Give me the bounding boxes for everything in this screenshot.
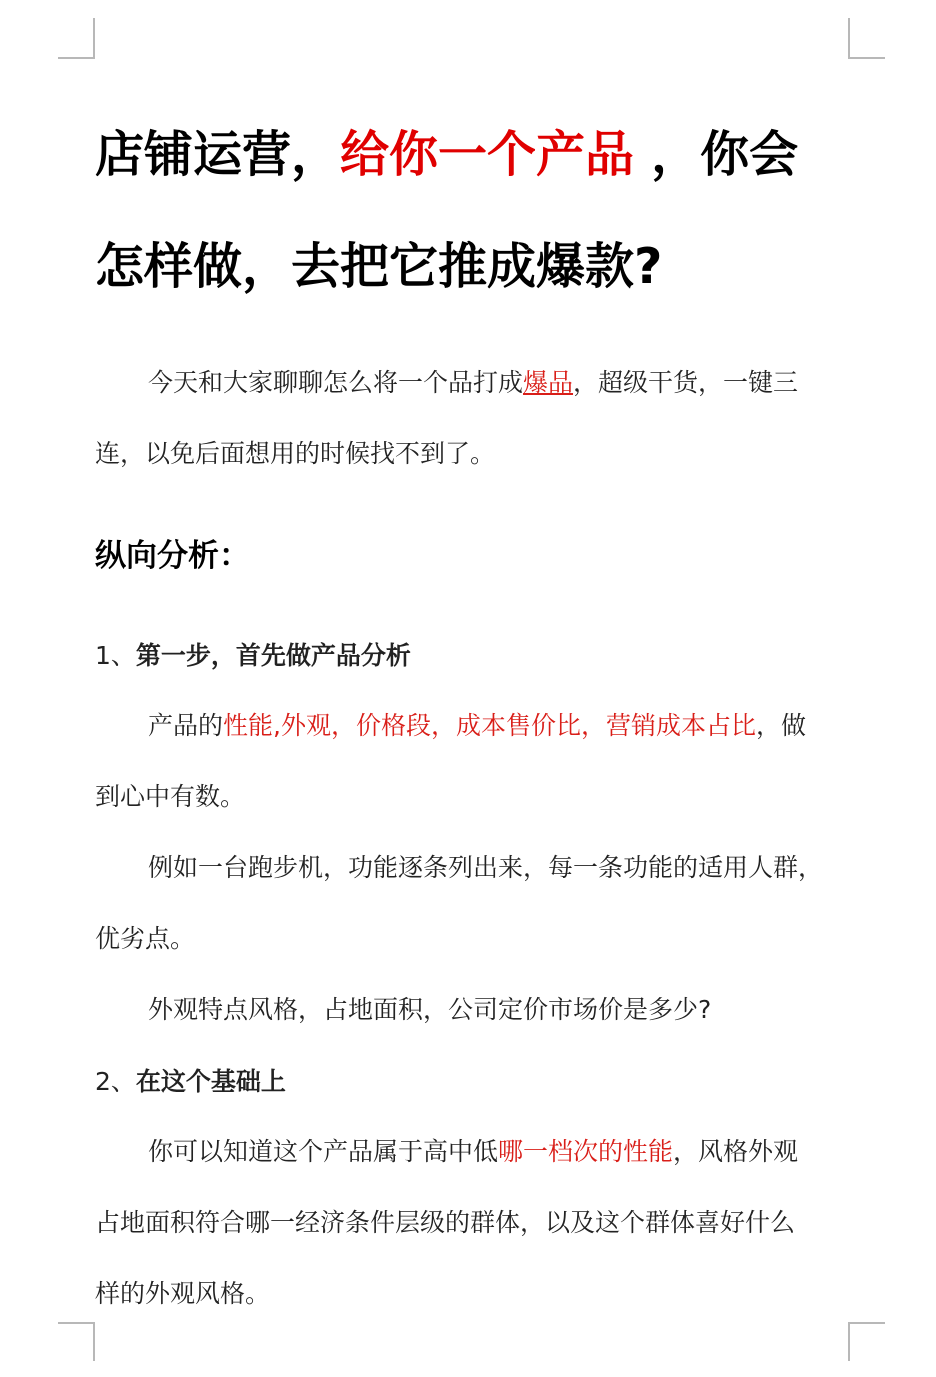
step2-p1-text-a: 你可以知道这个产品属于高中低 [148,1137,499,1166]
step1-para1-line1 [148,709,806,743]
intro-line-1 [148,366,798,400]
step1-number: 1、 [95,641,136,670]
step1-para2-line1: 例如一台跑步机，功能逐条列出来，每一条功能的适用人群， [148,853,824,882]
crop-mark-bottom-right [848,1322,885,1361]
intro-text-b: ，超级干货，一键三 [573,368,799,397]
step1-p1-text-a: 产品的 [148,711,224,740]
page-title-line-2: 怎样做，去把它推成爆款? [95,238,663,295]
title-highlight: 给你一个产品 [340,126,635,183]
step1-p1-highlight: 性能,外观，价格段，成本售价比，营销成本占比 [223,711,756,740]
step1-para2-line2: 优劣点。 [95,924,196,953]
intro-link-bao-pin[interactable]: 爆品 [523,368,574,397]
step2-para1-line3: 样的外观风格。 [95,1279,271,1308]
step2-p1-highlight: 哪一档次的性能 [498,1137,674,1166]
intro-line-2: 连，以免后面想用的时候找不到了。 [95,439,496,468]
crop-mark-bottom-left [58,1322,95,1361]
step2-p1-text-b: ，风格外观 [673,1137,799,1166]
crop-mark-top-right [848,18,885,59]
step2-para1-line2: 占地面积符合哪一经济条件层级的群体，以及这个群体喜好什么 [95,1208,796,1237]
crop-mark-top-left [58,18,95,59]
intro-text-a: 今天和大家聊聊怎么将一个品打成 [148,368,524,397]
title-part-a: 店铺运营， [95,126,341,183]
step1-para3: 外观特点风格，占地面积，公司定价市场价是多少? [148,995,712,1024]
section-heading: 纵向分析： [95,538,250,574]
step2-label: 在这个基础上 [135,1067,286,1096]
page-title-line-1 [95,125,865,185]
title-part-b: ，你会 [634,126,799,183]
step2-number: 2、 [95,1067,136,1096]
step2-heading [95,1065,286,1099]
step1-para1-line2: 到心中有数。 [95,782,246,811]
step1-label: 第一步，首先做产品分析 [135,641,411,670]
step1-p1-text-b: ，做 [755,711,806,740]
step2-para1-line1 [148,1135,798,1169]
step1-heading [95,639,411,673]
